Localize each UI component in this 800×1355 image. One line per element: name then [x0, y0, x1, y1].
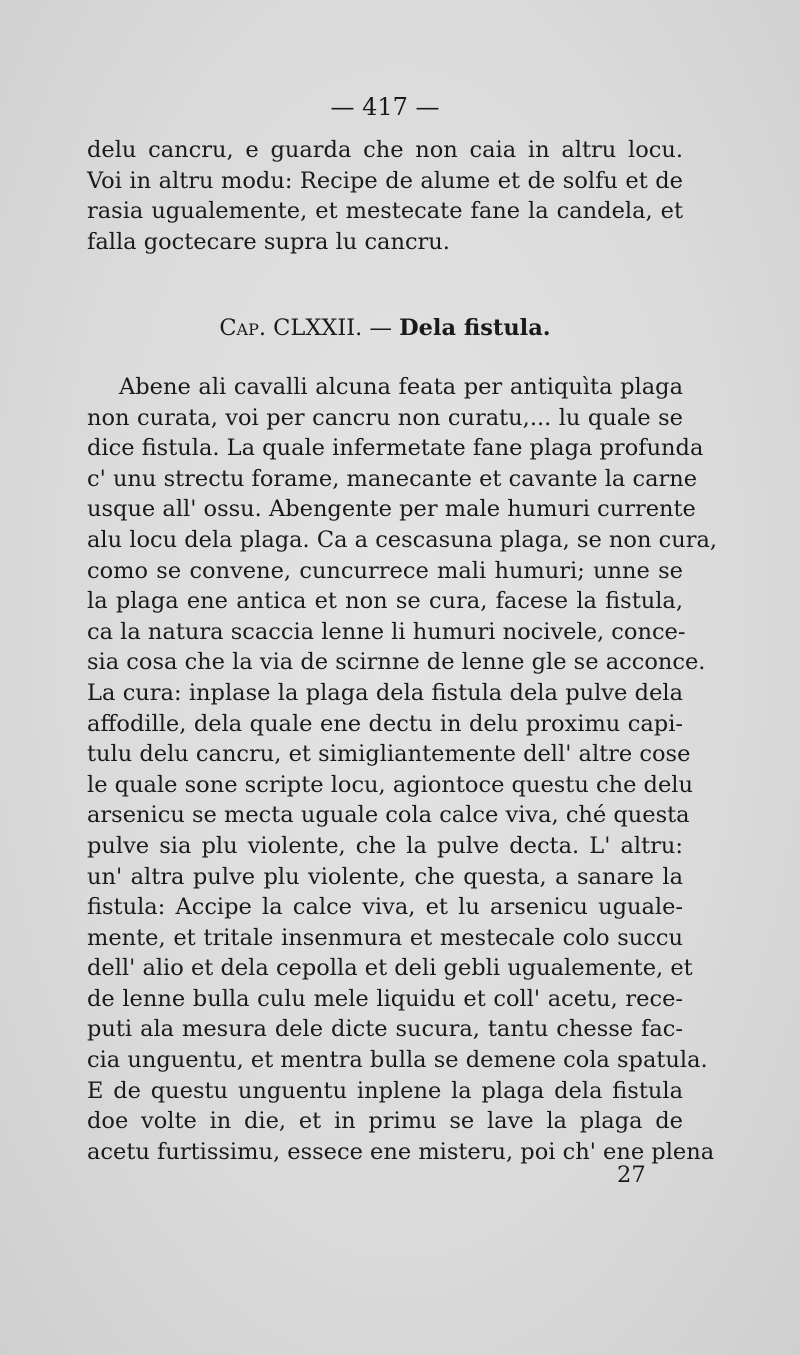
- text-line: cia unguentu, et mentra bulla se demene cola spatula.: [87, 1047, 708, 1074]
- chapter-heading: [0, 315, 770, 341]
- text-line: usque all' ossu. Abengente per male humuri currente: [87, 496, 696, 523]
- text-line: ca la natura scaccia lenne li humuri nocivele, conce-: [87, 618, 686, 645]
- text-line: de lenne bulla culu mele liquidu et coll' acetu, rece-: [87, 985, 683, 1012]
- text-line: pulve sia plu violente, che la pulve decta. L' altru:: [87, 832, 683, 859]
- text-line: la plaga ene antica et non se cura, facese la fistula,: [87, 588, 683, 615]
- text-line: tulu delu cancru, et simigliantemente dell' altre cose: [87, 741, 691, 768]
- text-line: falla goctecare supra lu cancru.: [87, 228, 450, 255]
- text-line: alu locu dela plaga. Ca a cescasuna plaga, se non cura,: [87, 526, 718, 553]
- text-line: dice fistula. La quale infermetate fane plaga profunda: [87, 435, 704, 462]
- text-line: como se convene, cuncurrece mali humuri; unne se: [87, 557, 683, 584]
- text-line: un' altra pulve plu violente, che questa, a sanare la: [87, 863, 683, 890]
- chapter-title: Dela fistula.: [399, 315, 551, 341]
- text-line: doe volte in die, et in primu se lave la plaga de: [87, 1108, 683, 1135]
- text-line: E de questu unguentu inplene la plaga dela fistula: [87, 1077, 683, 1104]
- text-line: rasia ugualemente, et mestecate fane la candela, et: [87, 198, 683, 225]
- text-line: le quale sone scripte locu, agiontoce questu che delu: [87, 771, 693, 798]
- text-line: dell' alio et dela cepolla et deli gebli ugualemente, et: [87, 955, 693, 982]
- text-line: c' unu strectu forame, manecante et cavante la carne: [87, 465, 698, 492]
- text-line: mente, et tritale insenmura et mestecale colo succu: [87, 924, 683, 951]
- text-line: puti ala mesura dele dicte sucura, tantu chesse fac-: [87, 1016, 683, 1043]
- text-line: La cura: inplase la plaga dela fistula dela pulve dela: [87, 679, 683, 706]
- chapter-body: [87, 372, 718, 1167]
- text-line: affodille, dela quale ene dectu in delu proximu capi-: [87, 710, 683, 737]
- text-line: delu cancru, e guarda che non caia in altru locu.: [87, 137, 683, 163]
- text-line: Voi in altru modu: Recipe de alume et de solfu et de: [87, 167, 683, 194]
- text-line: acetu furtissimu, essece ene misteru, poi ch' ene plena: [87, 1138, 715, 1165]
- text-line: Abene ali cavalli alcuna feata per antiquìta plaga: [119, 374, 683, 400]
- text-line: fistula: Accipe la calce viva, et lu arsenicu uguale-: [87, 894, 683, 921]
- text-line: non curata, voi per cancru non curatu,... lu quale se: [87, 404, 683, 431]
- text-line: sia cosa che la via de scirnne de lenne gle se acconce.: [87, 649, 706, 676]
- page-number: — 417 —: [330, 93, 440, 121]
- paragraph-continuation: [87, 135, 683, 257]
- chapter-number: Cap. CLXXII. —: [219, 315, 400, 341]
- text-line: arsenicu se mecta uguale cola calce viva, ché questa: [87, 802, 690, 829]
- signature-mark: 27: [617, 1162, 646, 1188]
